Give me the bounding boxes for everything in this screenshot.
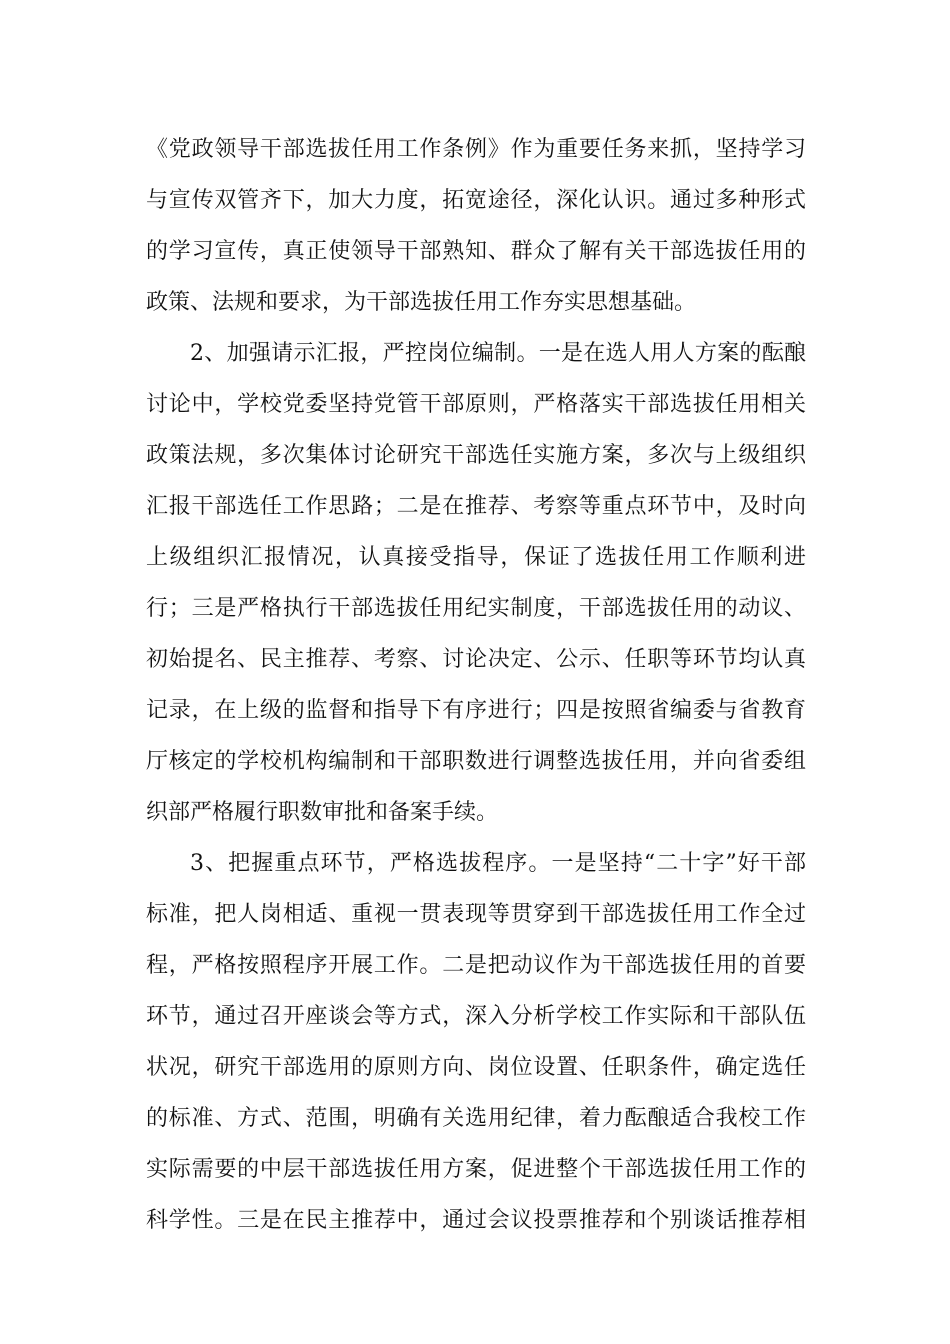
paragraph-2-line-2: 讨论中，学校党委坚持党管干部原则，严格落实干部选拔任用相关 <box>146 392 806 417</box>
paragraph-2-line-7: 初始提名、民主推荐、考察、讨论决定、公示、任职等环节均认真 <box>146 647 806 672</box>
paragraph-1-line-2: 与宣传双管齐下，加大力度，拓宽途径，深化认识。通过多种形式 <box>146 188 806 213</box>
paragraph-1-line-3: 的学习宣传，真正使领导干部熟知、群众了解有关干部选拔任用的 <box>146 239 806 264</box>
paragraph-3-line-7: 实际需要的中层干部选拔任用方案，促进整个干部选拔任用工作的 <box>146 1157 806 1182</box>
paragraph-3-line-8: 科学性。三是在民主推荐中，通过会议投票推荐和个别谈话推荐相 <box>146 1208 806 1233</box>
paragraph-3-line-6: 的标准、方式、范围，明确有关选用纪律，着力酝酿适合我校工作 <box>146 1106 806 1131</box>
paragraph-2-line-1: 2、加强请示汇报，严控岗位编制。一是在选人用人方案的酝酿 <box>190 341 806 366</box>
paragraph-1-line-1: 《党政领导干部选拔任用工作条例》作为重要任务来抓，坚持学习 <box>146 137 806 162</box>
paragraph-3-line-3: 程，严格按照程序开展工作。二是把动议作为干部选拔任用的首要 <box>146 953 806 978</box>
paragraph-2-line-8: 记录，在上级的监督和指导下有序进行；四是按照省编委与省教育 <box>146 698 806 723</box>
paragraph-2-line-4: 汇报干部选任工作思路；二是在推荐、考察等重点环节中，及时向 <box>146 494 806 519</box>
paragraph-1-line-4: 政策、法规和要求，为干部选拔任用工作夯实思想基础。 <box>146 290 697 315</box>
paragraph-2-line-3: 政策法规，多次集体讨论研究干部选任实施方案，多次与上级组织 <box>146 443 806 468</box>
paragraph-3-line-4: 环节，通过召开座谈会等方式，深入分析学校工作实际和干部队伍 <box>146 1004 806 1029</box>
paragraph-3-line-1: 3、把握重点环节，严格选拔程序。一是坚持“二十字”好干部 <box>190 851 806 876</box>
paragraph-2-line-5: 上级组织汇报情况，认真接受指导，保证了选拔任用工作顺利进 <box>146 545 806 570</box>
paragraph-3-line-5: 状况，研究干部选用的原则方向、岗位设置、任职条件，确定选任 <box>146 1055 806 1080</box>
paragraph-2-line-6: 行；三是严格执行干部选拔任用纪实制度，干部选拔任用的动议、 <box>146 596 806 621</box>
paragraph-2-line-9: 厅核定的学校机构编制和干部职数进行调整选拔任用，并向省委组 <box>146 749 806 774</box>
paragraph-3-line-2: 标准，把人岗相适、重视一贯表现等贯穿到干部选拔任用工作全过 <box>146 902 806 927</box>
paragraph-2-line-10: 织部严格履行职数审批和备案手续。 <box>146 800 499 825</box>
